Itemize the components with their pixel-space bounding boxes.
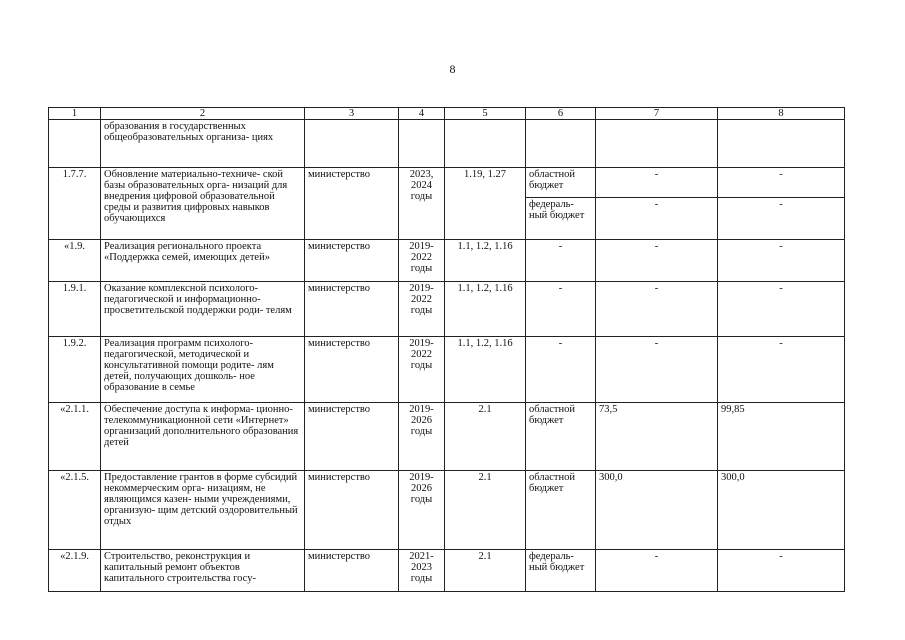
- item-source: областной бюджет: [526, 168, 596, 198]
- item-source: -: [526, 337, 596, 403]
- table-row: [49, 240, 845, 282]
- item-name: образования в государственных общеобразовательных организа- циях: [101, 120, 305, 168]
- item-source: федераль- ный бюджет: [526, 198, 596, 240]
- item-value-8: -: [718, 198, 845, 240]
- item-source: -: [526, 240, 596, 282]
- item-value-8: [718, 120, 845, 168]
- item-executor: министерство: [305, 550, 399, 592]
- item-number: «2.1.1.: [49, 403, 101, 471]
- item-value-8: -: [718, 168, 845, 198]
- item-years: 2019- 2026 годы: [399, 471, 445, 550]
- column-header: 2: [101, 108, 305, 120]
- item-value-7: -: [596, 198, 718, 240]
- header-row: [49, 108, 845, 120]
- program-table: [48, 107, 845, 592]
- item-value-8: 300,0: [718, 471, 845, 550]
- column-header: 8: [718, 108, 845, 120]
- item-indicators: 1.1, 1.2, 1.16: [445, 282, 526, 337]
- item-executor: министерство: [305, 337, 399, 403]
- item-indicators: 1.1, 1.2, 1.16: [445, 337, 526, 403]
- item-indicators: 1.1, 1.2, 1.16: [445, 240, 526, 282]
- item-value-7: 300,0: [596, 471, 718, 550]
- item-years: 2019- 2026 годы: [399, 403, 445, 471]
- item-executor: министерство: [305, 471, 399, 550]
- item-value-7: -: [596, 168, 718, 198]
- item-value-8: -: [718, 337, 845, 403]
- item-indicators: 2.1: [445, 403, 526, 471]
- item-name: Обеспечение доступа к информа- ционно-телекоммуникационной сети «Интернет» организаций дополнительного образования детей: [101, 403, 305, 471]
- item-source: областной бюджет: [526, 471, 596, 550]
- item-name: Строительство, реконструкция и капитальный ремонт объектов капитального строительства госу-: [101, 550, 305, 592]
- column-header: 5: [445, 108, 526, 120]
- table-row: [49, 120, 845, 168]
- item-number: «2.1.5.: [49, 471, 101, 550]
- table-row: [49, 168, 845, 198]
- column-header: 6: [526, 108, 596, 120]
- column-header: 7: [596, 108, 718, 120]
- item-name: Реализация регионального проекта «Поддержка семей, имеющих детей»: [101, 240, 305, 282]
- item-years: [399, 120, 445, 168]
- item-name: Реализация программ психолого- педагогической, методической и консультативной помощи родите- лям детей, получающих дошколь- ное образование в семье: [101, 337, 305, 403]
- item-number: 1.7.7.: [49, 168, 101, 240]
- item-value-8: 99,85: [718, 403, 845, 471]
- item-name: Предоставление грантов в форме субсидий некоммерческим орга- низациям, не являющимся казен- ными учреждениями, организую- щим детский оздоровительный отдых: [101, 471, 305, 550]
- item-years: 2021- 2023 годы: [399, 550, 445, 592]
- column-header: 1: [49, 108, 101, 120]
- item-value-8: -: [718, 550, 845, 592]
- item-number: 1.9.2.: [49, 337, 101, 403]
- item-name: Обновление материально-техниче- ской базы образовательных орга- низаций для внедрения цифровой образовательной среды и развития цифровых навыков обучающихся: [101, 168, 305, 240]
- item-source: [526, 120, 596, 168]
- item-source: -: [526, 282, 596, 337]
- item-value-7: -: [596, 337, 718, 403]
- item-indicators: 1.19, 1.27: [445, 168, 526, 240]
- item-value-8: -: [718, 240, 845, 282]
- item-name: Оказание комплексной психолого- педагогической и информационно- просветительской поддержки роди- телям: [101, 282, 305, 337]
- item-source: областной бюджет: [526, 403, 596, 471]
- item-number: [49, 120, 101, 168]
- item-value-7: -: [596, 550, 718, 592]
- item-number: 1.9.1.: [49, 282, 101, 337]
- item-years: 2019- 2022 годы: [399, 240, 445, 282]
- column-header: 4: [399, 108, 445, 120]
- table-row: [49, 471, 845, 550]
- item-years: 2023, 2024 годы: [399, 168, 445, 240]
- item-value-7: -: [596, 240, 718, 282]
- item-value-7: [596, 120, 718, 168]
- item-indicators: [445, 120, 526, 168]
- item-years: 2019- 2022 годы: [399, 282, 445, 337]
- item-executor: [305, 120, 399, 168]
- item-executor: министерство: [305, 168, 399, 240]
- page-number: 8: [449, 62, 456, 76]
- item-value-7: -: [596, 282, 718, 337]
- item-source: федераль- ный бюджет: [526, 550, 596, 592]
- item-executor: министерство: [305, 282, 399, 337]
- table-row: [49, 282, 845, 337]
- item-executor: министерство: [305, 403, 399, 471]
- item-indicators: 2.1: [445, 550, 526, 592]
- table-row: [49, 337, 845, 403]
- item-number: «1.9.: [49, 240, 101, 282]
- item-value-8: -: [718, 282, 845, 337]
- item-number: «2.1.9.: [49, 550, 101, 592]
- item-indicators: 2.1: [445, 471, 526, 550]
- column-header: 3: [305, 108, 399, 120]
- item-years: 2019- 2022 годы: [399, 337, 445, 403]
- item-value-7: 73,5: [596, 403, 718, 471]
- table-row: [49, 550, 845, 592]
- table-row: [49, 403, 845, 471]
- item-executor: министерство: [305, 240, 399, 282]
